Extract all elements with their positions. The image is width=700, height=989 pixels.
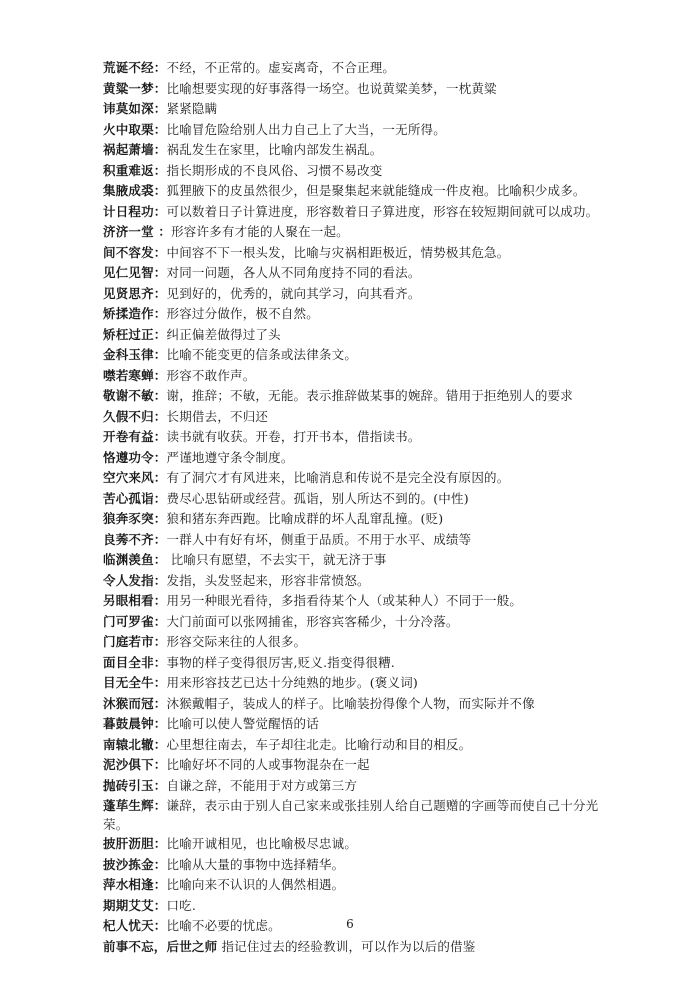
idiom-definition: 对同一问题，各人从不同角度持不同的看法。: [166, 265, 421, 280]
idiom-definition: 见到好的，优秀的，就向其学习，向其看齐。: [166, 285, 421, 301]
idiom-definition: 比喻想要实现的好事落得一场空。也说黄粱美梦，一枕黄粱: [166, 80, 497, 96]
idiom-entry: [103, 468, 623, 489]
idiom-list: [103, 58, 623, 957]
idiom-term: 蓬荜生辉：: [103, 798, 167, 813]
idiom-definition: 指长期形成的不良风俗、习惯不易改变: [166, 162, 383, 178]
idiom-definition: 用另一种眼光看待，多指看待某个人（或某种人）不同于一般。: [166, 593, 523, 608]
idiom-definition: 大门前面可以张网捕雀，形容宾客稀少，十分冷落。: [166, 613, 459, 629]
idiom-definition: 事物的样子变得很厉害,贬义.指变得很糟.: [166, 654, 395, 670]
idiom-definition: 祸乱发生在家里，比喻内部发生祸乱。: [166, 142, 383, 157]
idiom-term: 令人发指：: [103, 572, 167, 588]
idiom-definition: 比喻开诚相见，也比喻极尽忠诚。: [166, 836, 358, 851]
idiom-entry: [103, 284, 623, 305]
idiom-entry: [103, 653, 623, 674]
idiom-entry: [103, 509, 623, 530]
idiom-term: 良莠不齐：: [103, 531, 167, 547]
idiom-entry: [103, 345, 623, 366]
idiom-term: 噤若寒蝉：: [103, 367, 167, 383]
idiom-term: 披肝沥胆：: [103, 836, 167, 851]
idiom-entry: [103, 796, 623, 834]
idiom-term: 间不容发：: [103, 244, 167, 260]
idiom-definition: 用来形容技艺已达十分纯熟的地步。(褒义词): [166, 675, 418, 690]
idiom-entry: [103, 714, 623, 735]
idiom-definition: 发指，头发竖起来，形容非常愤怒。: [166, 572, 370, 588]
idiom-definition: 纠正偏差做得过了头: [166, 326, 281, 342]
idiom-term: 门可罗雀：: [103, 613, 167, 629]
idiom-term: 狼奔豕突：: [103, 511, 167, 526]
idiom-entry: [103, 58, 623, 79]
idiom-definition: 指记住过去的经验教训，可以作为以后的借鉴: [217, 938, 476, 954]
idiom-term: 矫枉过正：: [103, 326, 167, 342]
idiom-entry: [103, 735, 623, 756]
idiom-term: 沐猴而冠：: [103, 695, 167, 711]
idiom-entry: [103, 263, 623, 284]
idiom-entry: [103, 202, 623, 223]
idiom-entry: [103, 222, 623, 243]
idiom-definition: 形容许多有才能的人聚在一起。: [171, 224, 349, 239]
idiom-definition: 读书就有收获。开卷，打开书本，借指读书。: [166, 429, 421, 444]
idiom-term: 讳莫如深：: [103, 101, 167, 116]
idiom-entry: [103, 407, 623, 428]
idiom-term: 抛砖引玉：: [103, 777, 167, 793]
idiom-term: 祸起萧墙：: [103, 142, 167, 157]
idiom-term: 计日程功：: [103, 203, 167, 219]
idiom-term: 见贤思齐：: [103, 285, 167, 301]
idiom-term: 集腋成裘：: [103, 183, 167, 198]
idiom-definition: 一群人中有好有坏，侧重于品质。不用于水平、成绩等: [166, 531, 472, 547]
idiom-entry: [103, 181, 623, 202]
idiom-definition: 形容过分做作，极不自然。: [166, 306, 319, 321]
idiom-term: 暮鼓晨钟：: [103, 716, 167, 731]
idiom-definition: 有了洞穴才有风进来，比喻消息和传说不是完全没有原因的。: [166, 470, 510, 485]
idiom-entry: [103, 325, 623, 346]
idiom-entry: [103, 776, 623, 797]
idiom-entry: [103, 612, 623, 633]
idiom-entry: [103, 855, 623, 876]
idiom-definition: 心里想往南去，车子却往北走。比喻行动和目的相反。: [166, 736, 472, 752]
idiom-entry: [103, 550, 623, 571]
idiom-definition: 比喻只有愿望，不去实干，就无济于事: [166, 552, 387, 567]
idiom-term: 前事不忘，后世之师: [103, 938, 218, 954]
idiom-term: 见仁见智：: [103, 265, 167, 280]
idiom-definition: 谢，推辞；不敏，无能。表示推辞做某事的婉辞。错用于拒绝别人的要求: [166, 388, 573, 403]
idiom-term: 临渊羡鱼：: [103, 552, 167, 567]
idiom-definition: 比喻从大量的事物中选择精华。: [166, 856, 345, 872]
idiom-entry: [103, 571, 623, 592]
idiom-entry: [103, 120, 623, 141]
idiom-definition: 口吃.: [166, 897, 197, 913]
idiom-term: 济济一堂 ：: [103, 224, 172, 239]
idiom-definition: 不经，不正常的。虚妄离奇，不合正理。: [166, 60, 396, 75]
idiom-term: 荒诞不经：: [103, 60, 167, 75]
idiom-definition: 形容不敢作声。: [166, 367, 256, 383]
idiom-entry: [103, 304, 623, 325]
idiom-entry: [103, 427, 623, 448]
idiom-term: 敬谢不敏：: [103, 388, 167, 403]
idiom-term: 恪遵功令：: [103, 449, 167, 465]
idiom-definition: 比喻好坏不同的人或事物混杂在一起: [166, 757, 370, 772]
idiom-entry: [103, 448, 623, 469]
idiom-definition: 严谨地遵守条令制度。: [166, 449, 294, 465]
idiom-definition: 长期借去，不归还: [166, 408, 269, 424]
idiom-entry: [103, 673, 623, 694]
idiom-term: 泥沙俱下：: [103, 757, 167, 772]
idiom-term: 披沙拣金：: [103, 856, 167, 872]
idiom-entry: [103, 755, 623, 776]
idiom-term: 目无全牛：: [103, 675, 167, 690]
idiom-entry: [103, 366, 623, 387]
idiom-term: 面目全非：: [103, 654, 167, 670]
idiom-term: 苦心孤诣：: [103, 490, 167, 506]
idiom-definition: 中间容不下一根头发，比喻与灾祸相距极近，情势极其危急。: [166, 244, 510, 260]
idiom-term: 积重难返：: [103, 162, 167, 178]
idiom-definition: 形容交际来往的人很多。: [166, 634, 307, 649]
idiom-definition: 比喻不必要的忧虑。: [166, 918, 281, 933]
idiom-term: 萍水相逢：: [103, 877, 167, 892]
idiom-term: 期期艾艾：: [103, 897, 167, 913]
idiom-entry: [103, 591, 623, 612]
idiom-term: 火中取栗：: [103, 121, 167, 137]
idiom-entry: [103, 632, 623, 653]
idiom-term: 另眼相看：: [103, 593, 167, 608]
idiom-entry: [103, 489, 623, 510]
idiom-term: 南辕北辙：: [103, 736, 167, 752]
idiom-definition: 可以数着日子计算进度，形容数着日子算进度，形容在较短期间就可以成功。: [166, 203, 599, 219]
idiom-entry: [103, 99, 623, 120]
idiom-term: 黄粱一梦：: [103, 80, 167, 96]
idiom-definition: 比喻冒危险给别人出力自己上了大当，一无所得。: [166, 121, 446, 137]
idiom-entry: [103, 161, 623, 182]
idiom-entry: [103, 79, 623, 100]
idiom-entry: [103, 140, 623, 161]
idiom-definition: 紧紧隐瞒: [166, 101, 218, 116]
idiom-definition: 费尽心思钻研或经营。孤诣，别人所达不到的。(中性): [166, 490, 469, 506]
idiom-entry: [103, 896, 623, 917]
idiom-entry: [103, 834, 623, 855]
idiom-definition: 比喻可以使人警觉醒悟的话: [166, 716, 319, 731]
page-number: 6: [346, 917, 354, 931]
idiom-term: 开卷有益：: [103, 429, 167, 444]
idiom-entry: [103, 694, 623, 715]
idiom-term: 门庭若市：: [103, 634, 167, 649]
idiom-entry: [103, 386, 623, 407]
idiom-definition: 比喻不能变更的信条或法律条文。: [166, 347, 358, 362]
idiom-entry: [103, 937, 623, 958]
idiom-definition: 比喻向来不认识的人偶然相遇。: [166, 877, 345, 892]
idiom-entry: [103, 243, 623, 264]
idiom-term: 矫揉造作：: [103, 306, 167, 321]
idiom-term: 金科玉律：: [103, 347, 167, 362]
idiom-definition: 狼和猪东奔西跑。比喻成群的坏人乱窜乱撞。(贬): [166, 511, 444, 526]
idiom-term: 杞人忧天：: [103, 918, 167, 933]
idiom-entry: [103, 875, 623, 896]
idiom-definition: 狐狸腋下的皮虽然很少，但是聚集起来就能缝成一件皮袍。比喻积少成多。: [166, 183, 586, 198]
idiom-definition: 自谦之辞，不能用于对方或第三方: [166, 777, 358, 793]
idiom-entry: [103, 530, 623, 551]
idiom-definition: 谦辞，表示由于别人自己家来或张挂别人给自己题赠的字画等而使自己十分光荣。: [103, 798, 599, 832]
idiom-term: 空穴来风：: [103, 470, 167, 485]
idiom-term: 久假不归：: [103, 408, 167, 424]
idiom-definition: 沐猴戴帽子，装成人的样子。比喻装扮得像个人物，而实际并不像: [166, 695, 535, 711]
